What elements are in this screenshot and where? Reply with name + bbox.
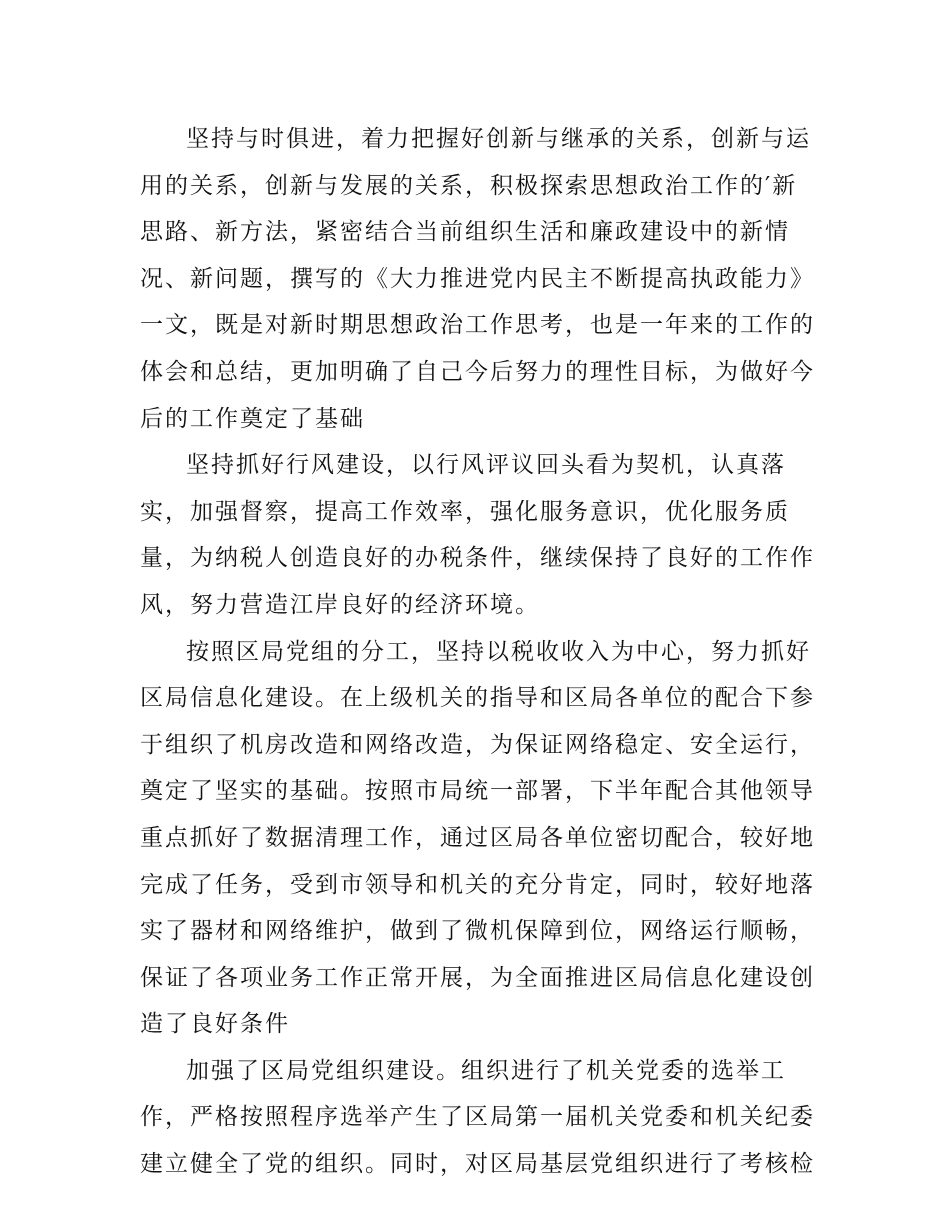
text-line: 用的关系，创新与发展的关系，积极探索思想政治工作的′新 <box>140 172 798 199</box>
text-line: 量，为纳税人创造良好的办税条件，继续保持了良好的工作作 <box>140 545 815 572</box>
text-line: 后的工作奠定了基础 <box>140 405 365 432</box>
text-line: 作，严格按照程序选举产生了区局第一届机关党委和机关纪委 <box>140 1104 815 1131</box>
text-line: 加强了区局党组织建设。组织进行了机关党委的选举工 <box>186 1057 786 1084</box>
paragraph-work-style <box>140 442 815 628</box>
paragraph-party-organization <box>140 1048 815 1188</box>
document-page <box>140 116 815 1188</box>
text-line: 坚持抓好行风建设，以行风评议回头看为契机，认真落 <box>186 452 786 479</box>
text-line: 实了器材和网络维护，做到了微机保障到位，网络运行顺畅， <box>140 918 815 945</box>
text-line: 体会和总结，更加明确了自己今后努力的理性目标，为做好今 <box>140 358 815 385</box>
text-line: 保证了各项业务工作正常开展，为全面推进区局信息化建设创 <box>140 964 815 991</box>
text-line: 实，加强督察，提高工作效率，强化服务意识，优化服务质 <box>140 498 790 525</box>
text-line: 一文，既是对新时期思想政治工作思考，也是一年来的工作的 <box>140 312 815 339</box>
text-line: 况、新问题，撰写的《大力推进党内民主不断提高执政能力》 <box>140 265 815 292</box>
paragraph-informatization <box>140 629 815 1048</box>
text-line: 奠定了坚实的基础。按照市局统一部署，下半年配合其他领导 <box>140 778 815 805</box>
text-line: 建立健全了党的组织。同时，对区局基层党组织进行了考核检 <box>140 1151 815 1178</box>
text-line: 思路、新方法，紧密结合当前组织生活和廉政建设中的新情 <box>140 219 790 246</box>
text-line: 风，努力营造江岸良好的经济环境。 <box>140 591 540 618</box>
text-line: 于组织了机房改造和网络改造，为保证网络稳定、安全运行， <box>140 731 815 758</box>
paragraph-innovation <box>140 116 815 442</box>
text-line: 重点抓好了数据清理工作，通过区局各单位密切配合，较好地 <box>140 824 815 851</box>
text-line: 造了良好条件 <box>140 1011 290 1038</box>
text-line: 坚持与时俱进，着力把握好创新与继承的关系，创新与运 <box>186 126 811 152</box>
text-line: 完成了任务，受到市领导和机关的充分肯定，同时，较好地落 <box>140 871 815 898</box>
text-line: 区局信息化建设。在上级机关的指导和区局各单位的配合下参 <box>140 685 815 712</box>
text-line: 按照区局党组的分工，坚持以税收收入为中心，努力抓好 <box>186 638 811 665</box>
